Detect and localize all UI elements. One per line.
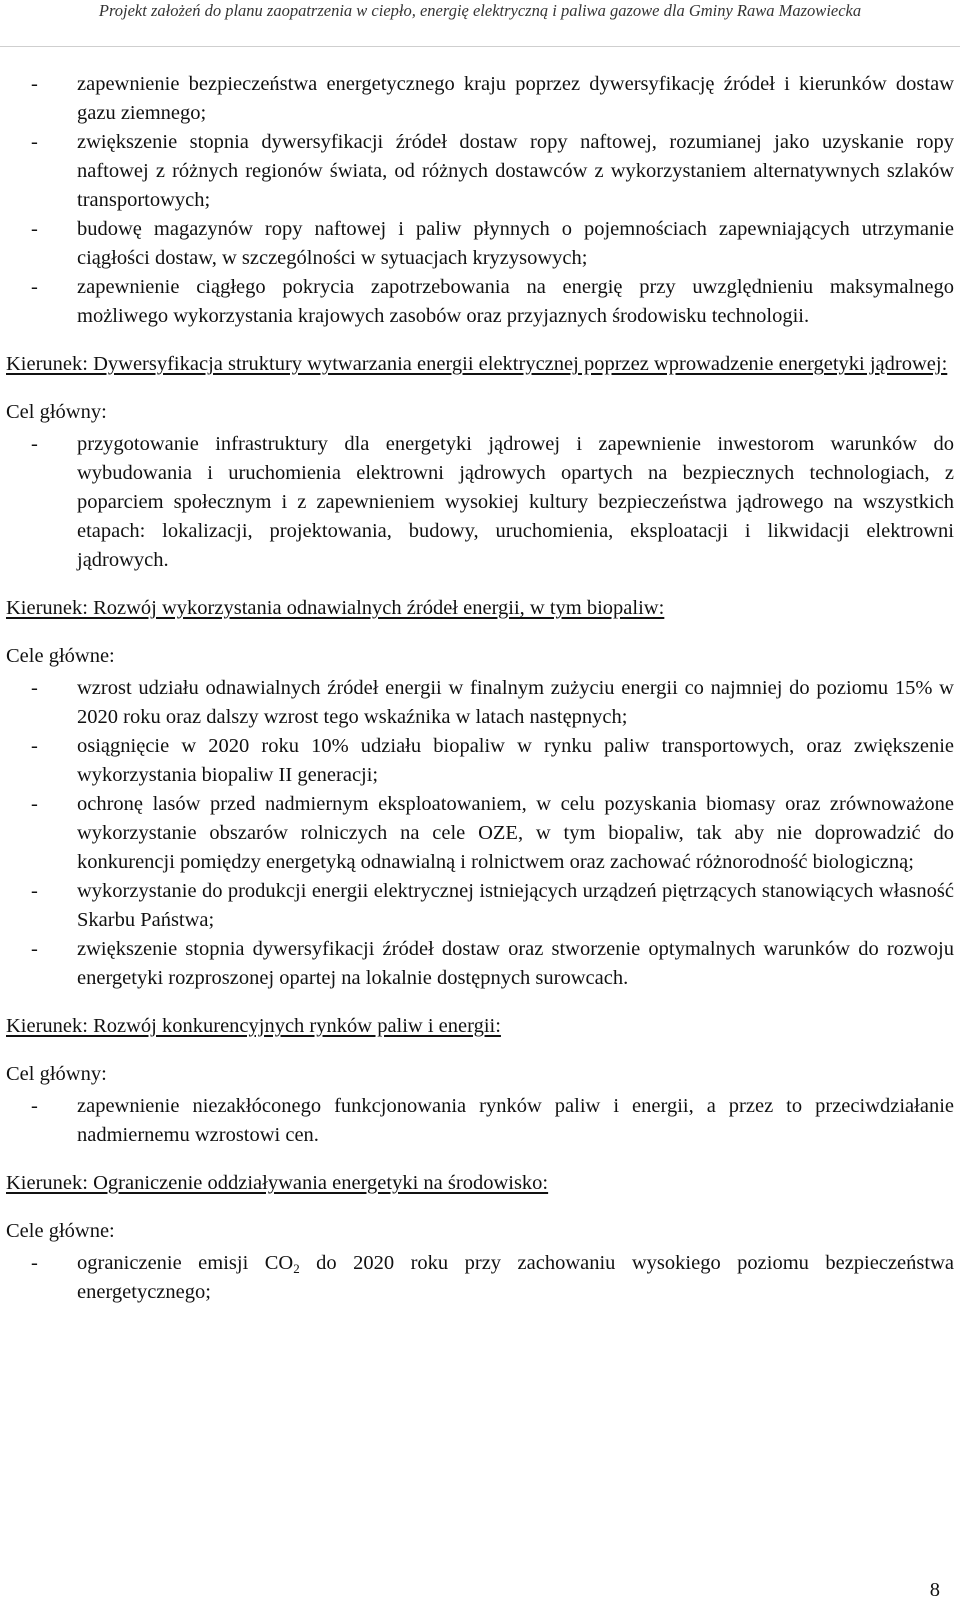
section-heading: Kierunek: Rozwój wykorzystania odnawialnych źródeł energii, w tym biopaliw:: [6, 597, 665, 619]
goal-list: [6, 430, 954, 575]
list-item: [6, 1249, 954, 1307]
co2-text-before: ograniczenie emisji CO: [77, 1252, 294, 1274]
list-item: - przygotowanie infrastruktury dla energetyki jądrowej i zapewnienie inwestorom warunków do wybudowania i uruchomienia elektrowni jądrowych opartych na bezpiecznych technologiach, z poparciem społecznym i z zapewnieniem wysokiej kultury bezpieczeństwa jądrowego na wszystkich etapach: lokalizacji, projektowania, budowy, uruchomienia, eksploatacji i likwidacji elektrowni jądrowych.: [6, 430, 954, 575]
goal-list: [6, 674, 954, 993]
list-marker: -: [31, 73, 38, 95]
list-item: - osiągnięcie w 2020 roku 10% udziału biopaliw w rynku paliw transportowych, oraz zwiększenie wykorzystania biopaliw II generacji;: [6, 732, 954, 790]
goal-list: [6, 1092, 954, 1150]
list-item: - budowę magazynów ropy naftowej i paliw płynnych o pojemnościach zapewniających utrzymanie ciągłości dostaw, w szczególności w sytuacjach kryzysowych;: [6, 215, 954, 273]
section-heading: Kierunek: Ograniczenie oddziaływania energetyki na środowisko:: [6, 1172, 549, 1194]
intro-list: [6, 70, 954, 331]
list-item: - zapewnienie ciągłego pokrycia zapotrzebowania na energię przy uwzględnieniu maksymalnego możliwego wykorzystania krajowych zasobów oraz przyjaznych środowisku technologii.: [6, 273, 954, 331]
list-marker: -: [31, 735, 38, 757]
list-marker: -: [31, 677, 38, 699]
list-marker: -: [31, 131, 38, 153]
document-body: [6, 70, 954, 1307]
list-item: - ochronę lasów przed nadmiernym eksploatowaniem, w celu pozyskania biomasy oraz zrównoważone wykorzystanie obszarów rolniczych na cele OZE, w tym biopaliw, tak aby nie doprowadzić do konkurencji pomiędzy energetyką odnawialną i rolnictwem oraz zachować różnorodność biologiczną;: [6, 790, 954, 877]
co2-subscript: 2: [293, 1261, 300, 1276]
co2-text-after: do 2020 roku przy zachowaniu wysokiego poziomu bezpieczeństwa energetycznego;: [77, 1252, 954, 1303]
page-number: 8: [929, 1579, 940, 1601]
goal-list: [6, 1249, 954, 1307]
list-marker: -: [31, 1252, 38, 1274]
list-marker: -: [31, 938, 38, 960]
list-item: - zapewnienie bezpieczeństwa energetycznego kraju poprzez dywersyfikację źródeł i kierunków dostaw gazu ziemnego;: [6, 70, 954, 128]
goal-label: Cele główne:: [6, 645, 115, 667]
section-environment: [6, 1169, 954, 1307]
goal-label: Cel główny:: [6, 401, 107, 423]
list-item: - zapewnienie niezakłóconego funkcjonowania rynków paliw i energii, a przez to przeciwdziałanie nadmiernemu wzrostowi cen.: [6, 1092, 954, 1150]
section-heading: Kierunek: Rozwój konkurencyjnych rynków paliw i energii:: [6, 1015, 501, 1037]
list-item: - zwiększenie stopnia dywersyfikacji źródeł dostaw oraz stworzenie optymalnych warunków do rozwoju energetyki rozproszonej opartej na lokalnie dostępnych surowcach.: [6, 935, 954, 993]
section-nuclear: [6, 350, 954, 575]
list-marker: -: [31, 433, 38, 455]
section-heading: Kierunek: Dywersyfikacja struktury wytwarzania energii elektrycznej poprzez wprowadzenie energetyki jądrowej:: [6, 353, 948, 375]
list-item: - wzrost udziału odnawialnych źródeł energii w finalnym zużyciu energii co najmniej do poziomu 15% w 2020 roku oraz dalszy wzrost tego wskaźnika w latach następnych;: [6, 674, 954, 732]
goal-label: Cel główny:: [6, 1063, 107, 1085]
header-divider: [0, 46, 960, 47]
list-item: - zwiększenie stopnia dywersyfikacji źródeł dostaw ropy naftowej, rozumianej jako uzyskanie ropy naftowej z różnych regionów świata, od różnych dostawców z wykorzystaniem alternatywnych szlaków transportowych;: [6, 128, 954, 215]
section-markets: [6, 1012, 954, 1150]
list-marker: -: [31, 276, 38, 298]
list-marker: -: [31, 218, 38, 240]
list-item: - wykorzystanie do produkcji energii elektrycznej istniejących urządzeń piętrzących stanowiących własność Skarbu Państwa;: [6, 877, 954, 935]
goal-label: Cele główne:: [6, 1220, 115, 1242]
list-marker: -: [31, 1095, 38, 1117]
page-header: Projekt założeń do planu zaopatrzenia w ciepło, energię elektryczną i paliwa gazowe dla Gminy Rawa Mazowiecka: [98, 1, 862, 20]
list-marker: -: [31, 880, 38, 902]
section-renewables: [6, 594, 954, 993]
list-marker: -: [31, 793, 38, 815]
